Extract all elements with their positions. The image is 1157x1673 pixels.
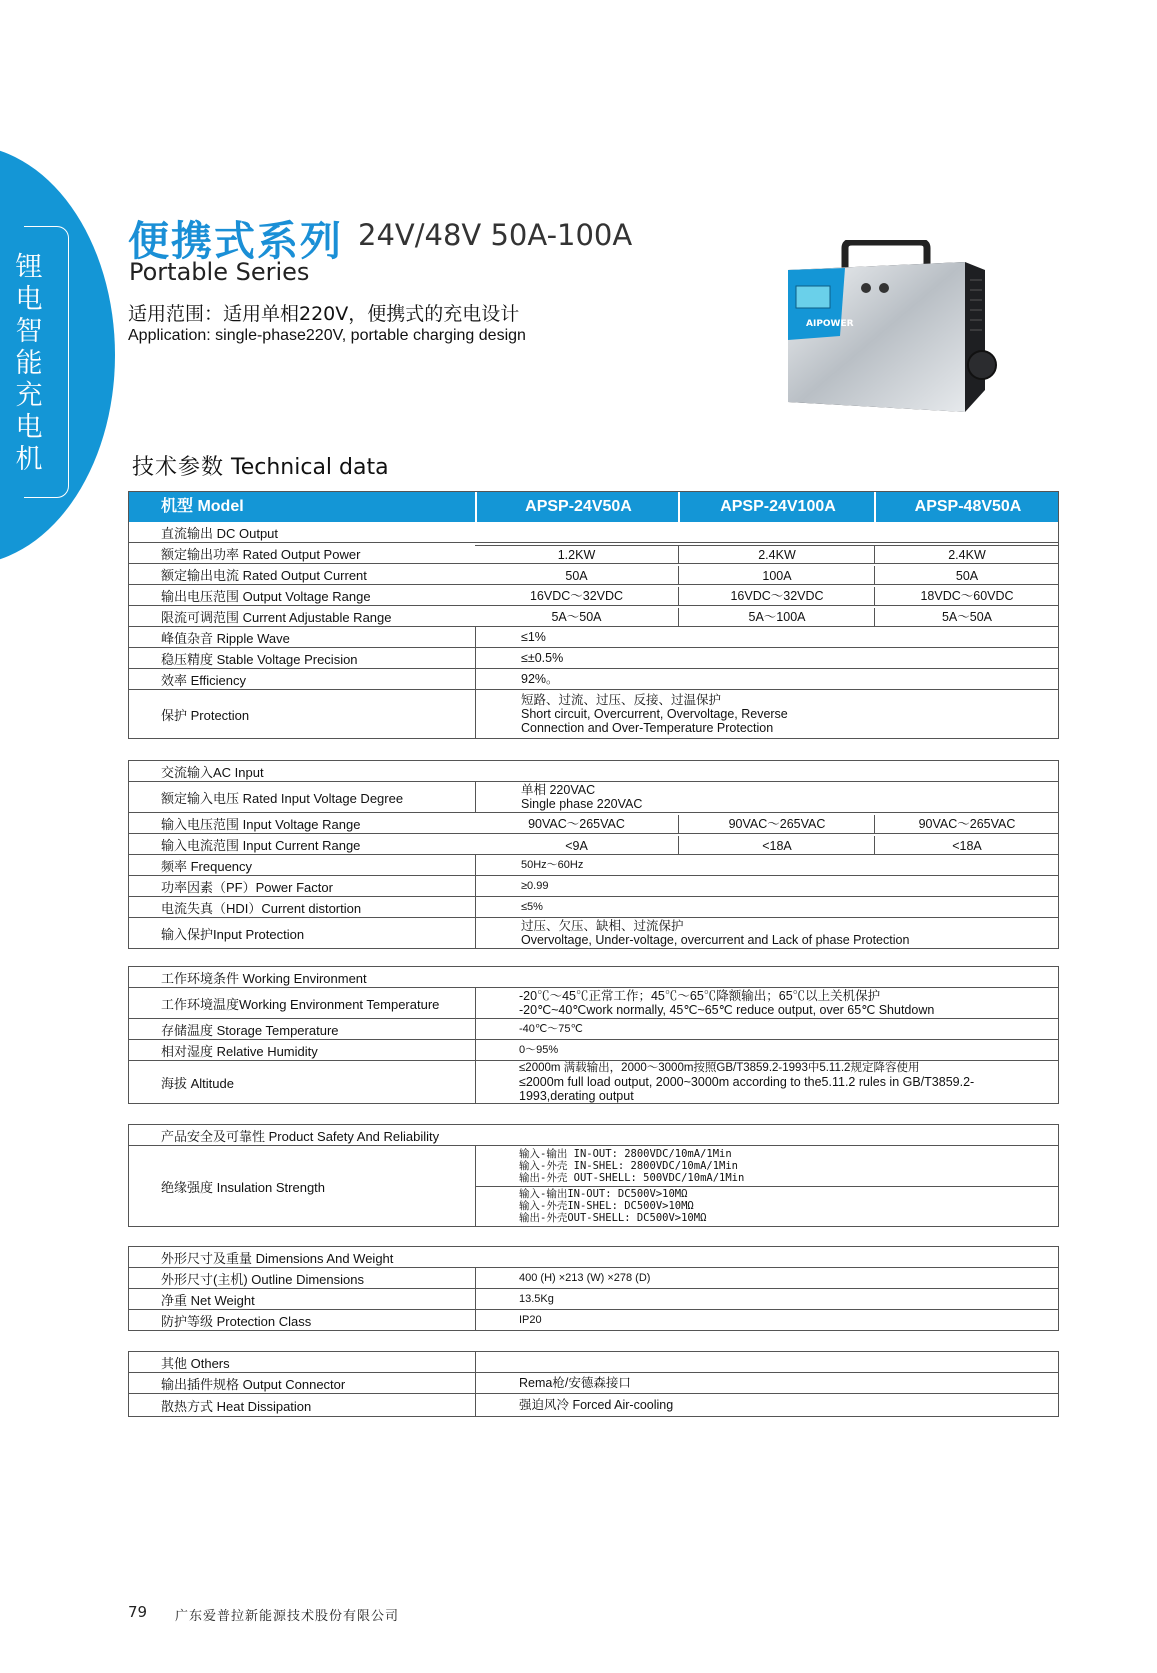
cell: 2.4KW	[874, 545, 1059, 563]
tech-data-heading: 技术参数 Technical data	[132, 455, 389, 480]
table-row	[129, 647, 1058, 668]
insulation-out-shell: 输出-外壳 OUT-SHELL: 500VDC/10mA/1Min	[519, 1172, 745, 1184]
table-row	[129, 1145, 1058, 1226]
table-row	[129, 1309, 1058, 1330]
table-row	[129, 605, 1058, 626]
cell: 5A～100A	[678, 608, 875, 626]
table-row	[129, 833, 1058, 854]
cell: 1.2KW	[475, 545, 678, 563]
row-label: 功率因素（PF）Power Factor	[161, 879, 333, 895]
cell: 90VAC～265VAC	[528, 817, 625, 831]
insulation-group-a	[519, 1146, 744, 1186]
table-row	[129, 761, 1058, 781]
row-label: 工作环境温度Working Environment Temperature	[161, 996, 440, 1012]
cell: 16VDC～32VDC	[529, 589, 624, 603]
temperature-cn: -20℃～45℃正常工作；45℃～65℃降额输出；65℃以上关机保护	[519, 989, 881, 1003]
cell: 强迫风冷 Forced Air-cooling	[519, 1398, 674, 1412]
model-header-row	[129, 492, 1058, 522]
table-row	[129, 917, 1058, 948]
resistance-in-shel: 输入-外壳IN-SHEL: DC500V>10MΩ	[519, 1200, 694, 1212]
cell: <18A	[678, 836, 875, 854]
ac-input-title: 交流输入AC Input	[161, 764, 264, 780]
rated-input-en: Single phase 220VAC	[521, 797, 643, 811]
cell: 50A	[874, 566, 1059, 584]
table-row	[129, 522, 1058, 542]
application-en: Application: single-phase220V, portable charging design	[128, 327, 526, 344]
row-label: 散热方式 Heat Dissipation	[161, 1398, 312, 1414]
cell: 50Hz～60Hz	[521, 859, 584, 871]
table-row	[129, 668, 1058, 689]
table-row	[129, 1247, 1058, 1267]
model-apsp-24v100a: APSP-24V100A	[678, 492, 876, 522]
rated-input-value	[521, 782, 642, 812]
row-label: 存储温度 Storage Temperature	[161, 1022, 339, 1038]
cell: 16VDC～32VDC	[678, 587, 875, 605]
environment-table	[128, 966, 1059, 1104]
sidebar-label: 锂 电 智 能 充 电 机	[15, 252, 43, 475]
table-row	[129, 854, 1058, 875]
row-label: 效率 Efficiency	[161, 672, 247, 688]
row-label: 额定输入电压 Rated Input Voltage Degree	[161, 790, 404, 806]
protection-value	[521, 690, 788, 738]
row-label: 频率 Frequency	[161, 858, 253, 874]
row-label: 净重 Net Weight	[161, 1292, 255, 1308]
table-row	[129, 542, 1058, 563]
model-apsp-48v50a: APSP-48V50A	[874, 492, 1060, 522]
altitude-en-1: ≤2000m full load output, 2000~3000m according to the5.11.2 rules in GB/T3859.2-	[519, 1075, 975, 1089]
cell: ≤5%	[521, 901, 543, 913]
row-label: 输出电压范围 Output Voltage Range	[161, 588, 371, 604]
cell: 90VAC～265VAC	[678, 815, 875, 833]
temperature-value	[519, 988, 934, 1018]
row-label: 额定输出电流 Rated Output Current	[161, 567, 367, 583]
table-row	[129, 1267, 1058, 1288]
cell: 100A	[678, 566, 875, 584]
insulation-in-shel: 输入-外壳 IN-SHEL: 2800VDC/10mA/1Min	[519, 1160, 739, 1172]
cell: IP20	[519, 1314, 542, 1326]
protection-cn: 短路、过流、过压、反接、过温保护	[521, 693, 722, 707]
table-row	[129, 1352, 1058, 1372]
row-label: 外形尺寸(主机) Outline Dimensions	[161, 1271, 364, 1287]
resistance-in-out: 输入-输出IN-OUT: DC500V>10MΩ	[519, 1188, 688, 1200]
dc-output-title: 直流输出 DC Output	[161, 525, 279, 541]
table-row	[129, 689, 1058, 738]
cell: 50A	[565, 569, 588, 583]
safety-title: 产品安全及可靠性 Product Safety And Reliability	[161, 1128, 440, 1144]
cell: 400 (H) ×213 (W) ×278 (D)	[519, 1272, 651, 1284]
cell: 13.5Kg	[519, 1293, 554, 1305]
cell: 90VAC～265VAC	[874, 815, 1059, 833]
company-name: 广东爱普拉新能源技术股份有限公司	[175, 1609, 400, 1624]
cell: Rema枪/安德森接口	[519, 1376, 631, 1390]
cell: 0～95%	[519, 1044, 559, 1056]
page-number: 79	[128, 1603, 148, 1621]
ac-input-table	[128, 760, 1059, 949]
table-row	[129, 1039, 1058, 1060]
table-row	[129, 584, 1058, 605]
cell: ≥0.99	[521, 880, 549, 892]
model-apsp-24v50a: APSP-24V50A	[475, 492, 680, 522]
protection-en-1: Short circuit, Overcurrent, Overvoltage, Reverse	[521, 707, 788, 721]
table-row	[129, 1372, 1058, 1393]
altitude-value	[519, 1061, 974, 1103]
row-label: 输出插件规格 Output Connector	[161, 1376, 346, 1392]
dc-output-table	[128, 491, 1059, 739]
others-title: 其他 Others	[161, 1355, 230, 1371]
cell: <9A	[565, 839, 588, 853]
others-table	[128, 1351, 1059, 1417]
altitude-en-2: 1993,derating output	[519, 1089, 634, 1103]
table-row	[129, 563, 1058, 584]
table-row	[129, 1060, 1058, 1103]
protection-en-2: Connection and Over-Temperature Protection	[521, 721, 774, 735]
application-cn: 适用范围：适用单相220V，便携式的充电设计	[128, 303, 520, 325]
cell: 5A～50A	[551, 610, 602, 624]
table-row	[129, 1393, 1058, 1416]
dimensions-title: 外形尺寸及重量 Dimensions And Weight	[161, 1250, 394, 1266]
insulation-group-b	[519, 1186, 706, 1226]
cell: 5A～50A	[874, 608, 1059, 626]
table-row	[129, 1125, 1058, 1145]
altitude-cn: ≤2000m 满载输出，2000～3000m按照GB/T3859.2-1993中5.11.2规定降容使用	[519, 1062, 920, 1074]
input-protection-value	[521, 918, 909, 948]
cell: 2.4KW	[678, 545, 875, 563]
row-label: 额定输出功率 Rated Output Power	[161, 546, 361, 562]
cell: 92%。	[521, 672, 559, 686]
row-label: 保护 Protection	[161, 707, 250, 723]
cell: ≤±0.5%	[521, 651, 564, 665]
row-label: 相对湿度 Relative Humidity	[161, 1043, 318, 1059]
cell: 18VDC～60VDC	[874, 587, 1059, 605]
environment-title: 工作环境条件 Working Environment	[161, 970, 367, 986]
table-row	[129, 967, 1058, 987]
row-label: 限流可调范围 Current Adjustable Range	[161, 609, 392, 625]
row-label: 电流失真（HDI）Current distortion	[161, 900, 362, 916]
temperature-en: -20℃~40℃work normally, 45℃~65℃ reduce output, over 65℃ Shutdown	[519, 1003, 935, 1017]
table-row	[129, 896, 1058, 917]
table-row	[129, 987, 1058, 1018]
charger-product-image	[770, 240, 1015, 420]
safety-table	[128, 1124, 1059, 1227]
insulation-in-out: 输入-输出 IN-OUT: 2800VDC/10mA/1Min	[519, 1148, 732, 1160]
model-header-label: 机型 Model	[161, 498, 244, 515]
table-row	[129, 626, 1058, 647]
row-label: 海拔 Altitude	[161, 1075, 234, 1091]
series-spec: 24V/48V 50A-100A	[358, 218, 633, 252]
input-protection-en: Overvoltage, Under-voltage, overcurrent and Lack of phase Protection	[521, 933, 910, 947]
table-row	[129, 1018, 1058, 1039]
rated-input-cn: 单相 220VAC	[521, 783, 596, 797]
cell: ≤1%	[521, 630, 546, 644]
resistance-out-shell: 输出-外壳OUT-SHELL: DC500V>10MΩ	[519, 1212, 707, 1224]
table-row	[129, 812, 1058, 833]
row-label: 稳压精度 Stable Voltage Precision	[161, 651, 358, 667]
input-protection-cn: 过压、欠压、缺相、过流保护	[521, 919, 684, 933]
cell: -40℃～75℃	[519, 1023, 583, 1035]
row-label: 输入电流范围 Input Current Range	[161, 837, 361, 853]
table-row	[129, 781, 1058, 812]
series-title-en: Portable Series	[129, 258, 310, 286]
row-label: 输入保护Input Protection	[161, 926, 305, 942]
table-row	[129, 1288, 1058, 1309]
row-label: 绝缘强度 Insulation Strength	[161, 1179, 326, 1195]
cell: <18A	[874, 836, 1059, 854]
product-brand: AIPOWER	[806, 319, 854, 329]
row-label: 防护等级 Protection Class	[161, 1313, 312, 1329]
table-row	[129, 875, 1058, 896]
row-label: 输入电压范围 Input Voltage Range	[161, 816, 361, 832]
row-label: 峰值杂音 Ripple Wave	[161, 630, 290, 646]
series-title: 便携式系列	[128, 217, 343, 265]
dimensions-table	[128, 1246, 1059, 1331]
